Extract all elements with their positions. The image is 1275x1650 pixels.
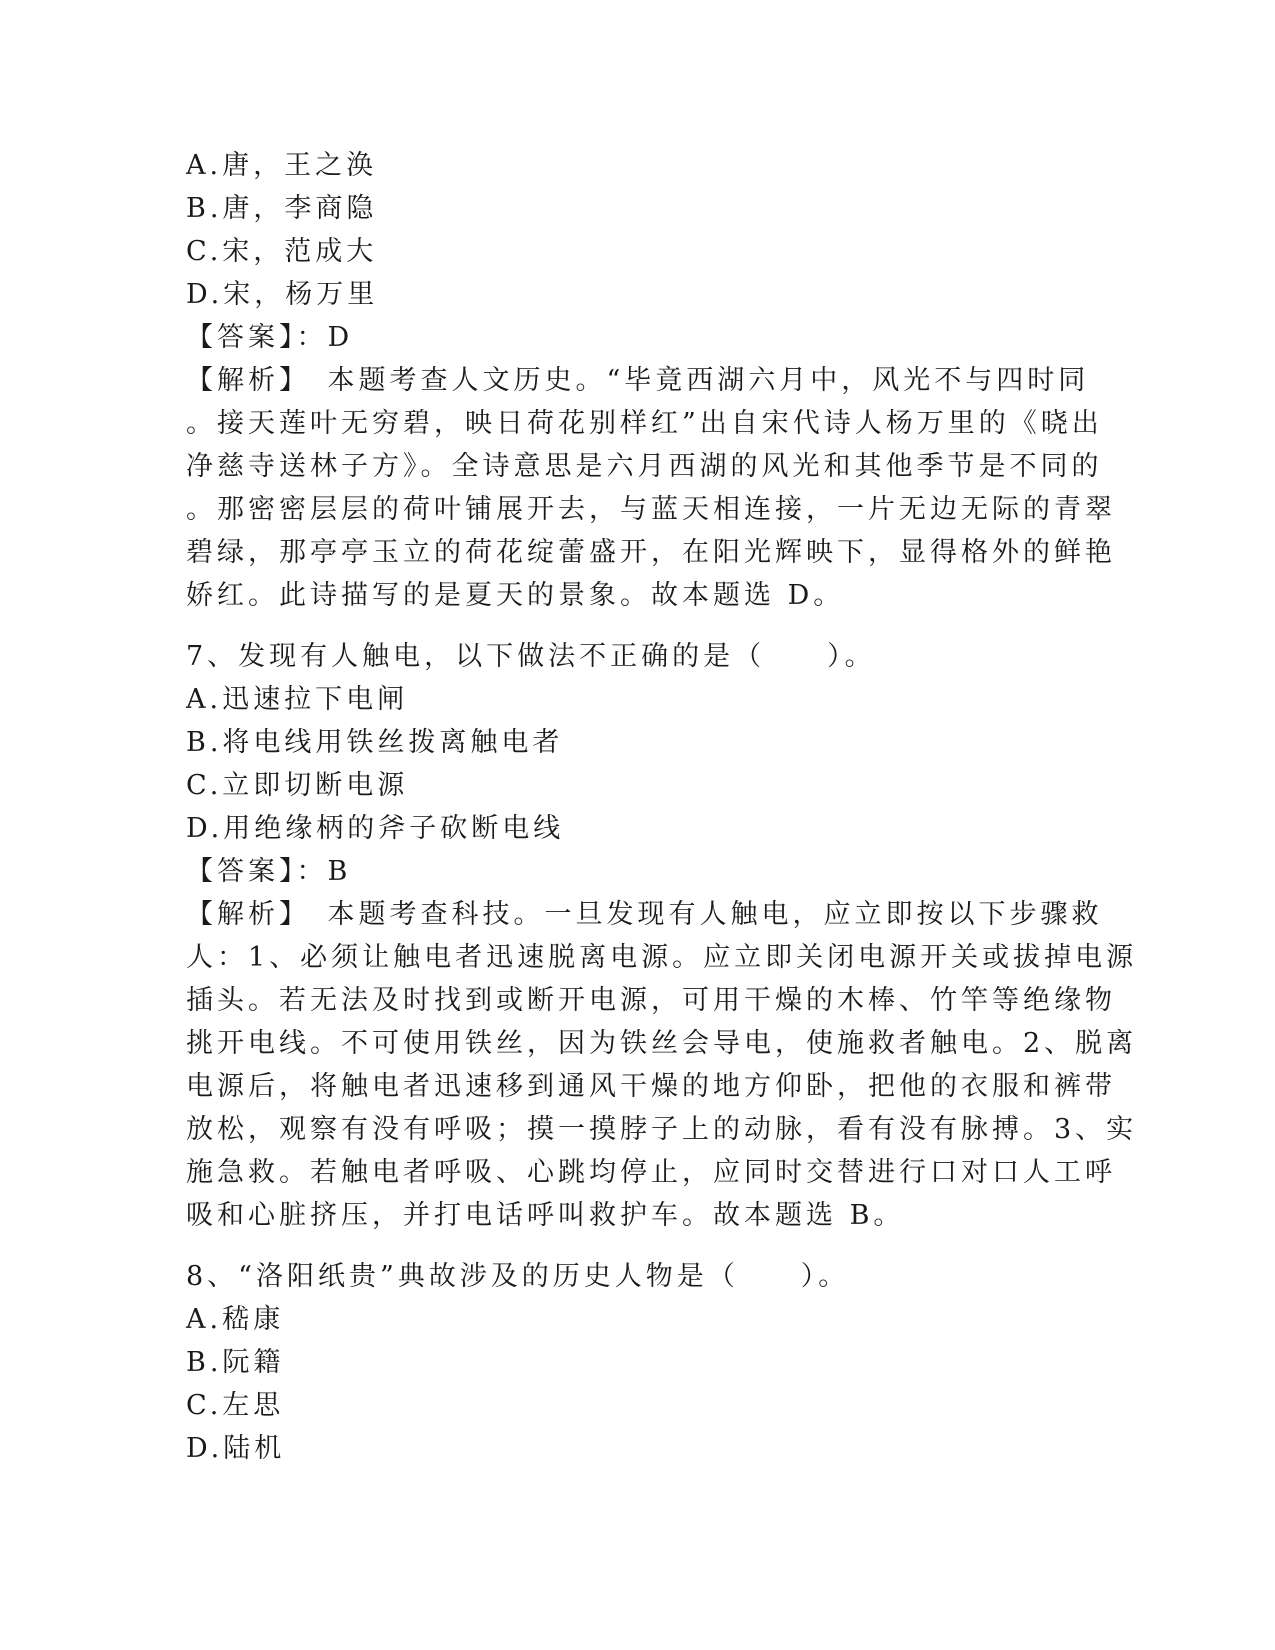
spacer bbox=[186, 617, 1086, 635]
analysis-line: 电源后，将触电者迅速移到通风干燥的地方仰卧，把他的衣服和裤带 bbox=[186, 1071, 1116, 1102]
analysis-line: 插头。若无法及时找到或断开电源，可用干燥的木棒、竹竿等绝缘物 bbox=[186, 985, 1116, 1016]
analysis-line: 挑开电线。不可使用铁丝，因为铁丝会导电，使施救者触电。2、脱离 bbox=[186, 1028, 1138, 1059]
question-stem: 8、“洛阳纸贵”典故涉及的历史人物是（ ）。 bbox=[186, 1261, 850, 1292]
option-d: D.宋，杨万里 bbox=[186, 279, 379, 310]
analysis-line: 放松，观察有没有呼吸；摸一摸脖子上的动脉，看有没有脉搏。3、实 bbox=[186, 1114, 1138, 1145]
option-b: B.唐，李商隐 bbox=[186, 193, 378, 224]
document-page bbox=[186, 144, 1138, 1470]
analysis-line: 吸和心脏挤压，并打电话呼叫救护车。故本题选 B。 bbox=[186, 1200, 905, 1231]
analysis-line: 人：1、必须让触电者迅速脱离电源。应立即关闭电源开关或拔掉电源 bbox=[186, 942, 1138, 973]
option-a: A.嵇康 bbox=[186, 1304, 285, 1335]
analysis-line: 。那密密层层的荷叶铺展开去，与蓝天相连接，一片无边无际的青翠 bbox=[186, 494, 1116, 525]
option-b: B.将电线用铁丝拨离触电者 bbox=[186, 727, 564, 758]
option-a: A.唐，王之涣 bbox=[186, 150, 378, 181]
spacer bbox=[186, 1237, 1086, 1255]
analysis-line: 【解析】 本题考查科技。一旦发现有人触电，应立即按以下步骤救 bbox=[186, 899, 1103, 930]
analysis-line: 碧绿，那亭亭玉立的荷花绽蕾盛开，在阳光辉映下，显得格外的鲜艳 bbox=[186, 537, 1116, 568]
question-8-block bbox=[186, 1255, 1086, 1470]
answer-line: 【答案】：D bbox=[186, 322, 354, 353]
question-6-block bbox=[186, 144, 1116, 617]
option-d: D.用绝缘柄的斧子砍断电线 bbox=[186, 813, 565, 844]
analysis-line: 净慈寺送林子方》。全诗意思是六月西湖的风光和其他季节是不同的 bbox=[186, 451, 1103, 482]
option-a: A.迅速拉下电闸 bbox=[186, 684, 409, 715]
analysis-line: 【解析】 本题考查人文历史。“毕竟西湖六月中，风光不与四时同 bbox=[186, 365, 1090, 396]
analysis-line: 娇红。此诗描写的是夏天的景象。故本题选 D。 bbox=[186, 580, 845, 611]
option-d: D.陆机 bbox=[186, 1433, 286, 1464]
analysis-line: 。接天莲叶无穷碧，映日荷花别样红”出自宋代诗人杨万里的《晓出 bbox=[186, 408, 1103, 439]
question-7-block bbox=[186, 635, 1138, 1237]
option-c: C.宋，范成大 bbox=[186, 236, 378, 267]
answer-line: 【答案】：B bbox=[186, 856, 352, 887]
option-c: C.立即切断电源 bbox=[186, 770, 409, 801]
option-b: B.阮籍 bbox=[186, 1347, 285, 1378]
option-c: C.左思 bbox=[186, 1390, 285, 1421]
question-stem: 7、发现有人触电，以下做法不正确的是（ ）。 bbox=[186, 641, 876, 672]
analysis-line: 施急救。若触电者呼吸、心跳均停止，应同时交替进行口对口人工呼 bbox=[186, 1157, 1116, 1188]
